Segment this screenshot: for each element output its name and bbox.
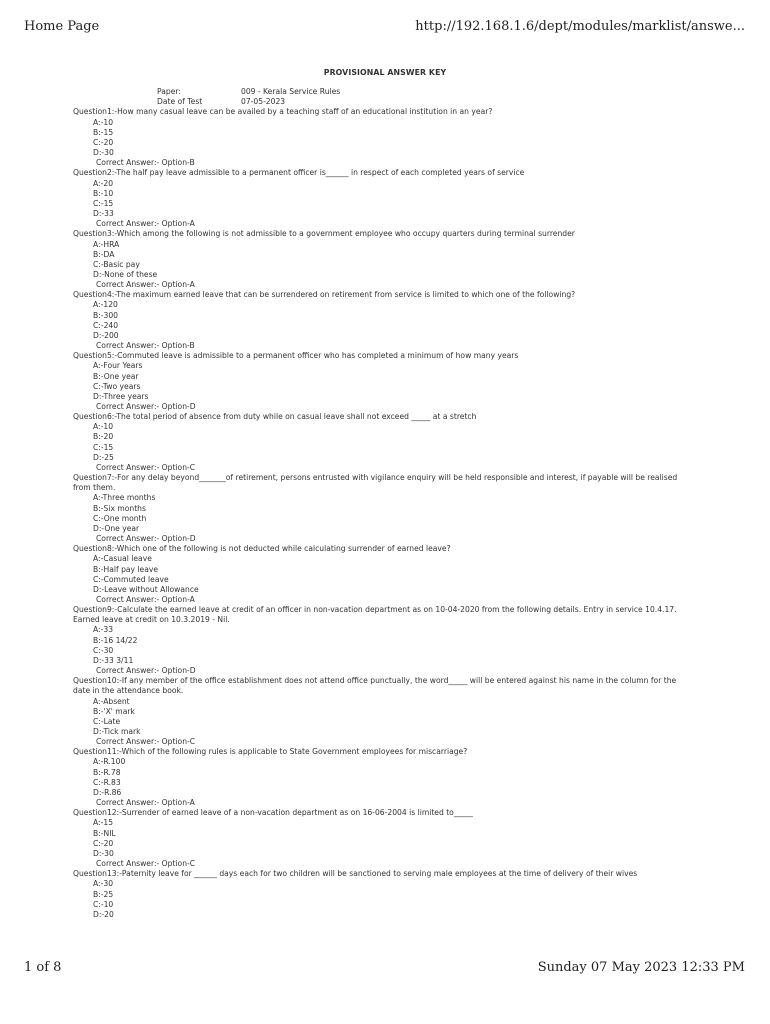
answer-option: B:-300 (93, 310, 119, 320)
paper-label: Paper: (157, 87, 181, 97)
answer-option: D:-30 (93, 148, 114, 158)
answer-option: D:-33 3/11 (93, 655, 134, 665)
question-text: Question7:-For any delay beyond_______of retirement, persons entrusted with vigilance enquiry will be held responsible and interest, if payable will be realised from them. (73, 473, 678, 493)
answer-option: B:-10 (93, 188, 114, 198)
answer-option: A:-Absent (93, 696, 130, 706)
date-row (157, 97, 693, 107)
answer-option: D:-30 (93, 848, 114, 858)
answer-option: B:-DA (93, 249, 115, 259)
correct-answer: Correct Answer:- Option-A (96, 280, 195, 290)
answer-option: A:-10 (93, 422, 114, 432)
answer-option: A:-30 (93, 879, 114, 889)
answer-option: D:-20 (93, 909, 114, 919)
question-text: Question8:-Which one of the following is not deducted while calculating surrender of earned leave? (73, 544, 451, 554)
answer-option: A:-Four Years (93, 361, 143, 371)
answer-option: D:-Tick mark (93, 727, 141, 736)
answer-option: D:-None of these (93, 269, 158, 279)
answer-option: C:-30 (93, 645, 114, 655)
answer-option: B:-15 (93, 127, 114, 137)
page-number: 1 of 8 (24, 960, 62, 975)
question-block (73, 473, 693, 544)
correct-answer: Correct Answer:- Option-C (96, 737, 196, 747)
question-block (73, 808, 693, 869)
answer-option: C:-20 (93, 137, 114, 147)
answer-option: B:-Half pay leave (93, 564, 159, 574)
question-text: Question1:-How many casual leave can be availed by a teaching staff of an educational institution in an year? (73, 107, 493, 117)
question-text: Question2:-The half pay leave admissible to a permanent officer is______ in respect of each completed years of service (73, 168, 525, 178)
answer-option: B:-25 (93, 889, 114, 899)
correct-answer: Correct Answer:- Option-D (96, 402, 196, 411)
paper-row (157, 87, 693, 97)
question-block (73, 290, 693, 351)
print-datetime: Sunday 07 May 2023 12:33 PM (537, 960, 745, 975)
answer-option: D:-R.86 (93, 787, 122, 797)
question-text: Question5:-Commuted leave is admissible to a permanent officer who has completed a minimum of how many years (73, 351, 519, 361)
answer-option: B:-'X' mark (93, 706, 135, 716)
correct-answer: Correct Answer:- Option-B (96, 341, 195, 351)
question-text: Question3:-Which among the following is not admissible to a government employee who occupy quarters during terminal surrender (73, 229, 575, 239)
answer-option: C:-10 (93, 899, 114, 909)
correct-answer: Correct Answer:- Option-C (96, 462, 196, 472)
answer-option: D:-Three years (93, 391, 149, 401)
question-text: Question11:-Which of the following rules is applicable to State Government employees for miscarriage? (73, 747, 468, 757)
answer-option: C:-20 (93, 838, 114, 848)
question-text: Question6:-The total period of absence from duty while on casual leave shall not exceed _____ at a stretch (73, 412, 477, 422)
answer-option: B:-One year (93, 371, 139, 381)
answer-option: A:-Three months (93, 493, 156, 503)
answer-option: B:-NIL (93, 828, 116, 838)
question-block (73, 229, 693, 290)
question-text: Question4:-The maximum earned leave that can be surrendered on retirement from service is limited to which one of the following? (73, 290, 576, 300)
question-block (73, 869, 693, 920)
correct-answer: Correct Answer:- Option-A (96, 219, 195, 229)
correct-answer: Correct Answer:- Option-A (96, 594, 195, 604)
answer-option: A:-HRA (93, 239, 120, 249)
answer-option: A:-10 (93, 117, 114, 127)
answer-option: B:-16 14/22 (93, 635, 138, 645)
correct-answer: Correct Answer:- Option-D (96, 666, 196, 676)
answer-option: B:-R.78 (93, 767, 121, 777)
page-url: http://192.168.1.6/dept/modules/marklist/answe... (415, 19, 745, 34)
correct-answer: Correct Answer:- Option-B (96, 158, 195, 168)
question-block (73, 544, 693, 605)
answer-option: A:-120 (93, 300, 118, 310)
question-text: Question9:-Calculate the earned leave at credit of an officer in non-vacation department as on 10-04-2020 from the following details. Entry in service 10.4.17. Earned leave at credit on 10.3.2019 - Nil. (73, 605, 677, 625)
page-header (0, 19, 770, 39)
home-page-label: Home Page (24, 19, 100, 34)
correct-answer: Correct Answer:- Option-D (96, 534, 196, 544)
answer-option: D:-33 (93, 209, 114, 219)
answer-option: C:-Two years (93, 381, 141, 391)
question-list (73, 107, 693, 920)
correct-answer: Correct Answer:- Option-C (96, 859, 196, 869)
date-value: 07-05-2023 (241, 97, 286, 107)
answer-option: C:-One month (93, 513, 147, 523)
document-title: PROVISIONAL ANSWER KEY (323, 68, 447, 77)
correct-answer: Correct Answer:- Option-A (96, 798, 195, 808)
answer-option: A:-33 (93, 625, 114, 635)
answer-option: C:-Basic pay (93, 259, 140, 269)
question-block (73, 412, 693, 473)
answer-option: D:-200 (93, 330, 119, 340)
answer-option: C:-Commuted leave (93, 574, 169, 584)
answer-option: B:-Six months (93, 503, 146, 513)
answer-option: D:-25 (93, 452, 114, 462)
paper-meta (157, 87, 693, 107)
question-block (73, 107, 693, 168)
answer-option: D:-Leave without Allowance (93, 584, 199, 594)
answer-option: A:-Casual leave (93, 554, 152, 564)
question-block (73, 747, 693, 808)
answer-option: C:-15 (93, 442, 114, 452)
answer-option: B:-20 (93, 432, 114, 442)
answer-option: C:-240 (93, 320, 119, 330)
question-block (73, 676, 693, 747)
answer-option: A:-R.100 (93, 757, 126, 767)
question-block (73, 168, 693, 229)
date-label: Date of Test (157, 97, 203, 107)
answer-option: A:-15 (93, 818, 114, 828)
answer-option: A:-20 (93, 178, 114, 188)
answer-option: C:-R.83 (93, 777, 121, 787)
answer-key-document (73, 68, 693, 920)
page-footer (0, 960, 770, 980)
question-text: Question12:-Surrender of earned leave of a non-vacation department as on 16-06-2004 is limited to_____ (73, 808, 473, 818)
question-block (73, 605, 693, 676)
question-block (73, 351, 693, 412)
paper-value: 009 - Kerala Service Rules (241, 87, 341, 97)
question-text: Question13:-Paternity leave for ______ days each for two children will be sanctioned to serving male employees at the time of delivery of their wives (73, 869, 638, 879)
answer-option: D:-One year (93, 523, 140, 533)
answer-option: C:-Late (93, 716, 121, 726)
answer-option: C:-15 (93, 198, 114, 208)
question-text: Question10:-If any member of the office establishment does not attend office punctually, the word_____ will be entered against his name in the column for the date in the attendance book. (73, 676, 677, 696)
